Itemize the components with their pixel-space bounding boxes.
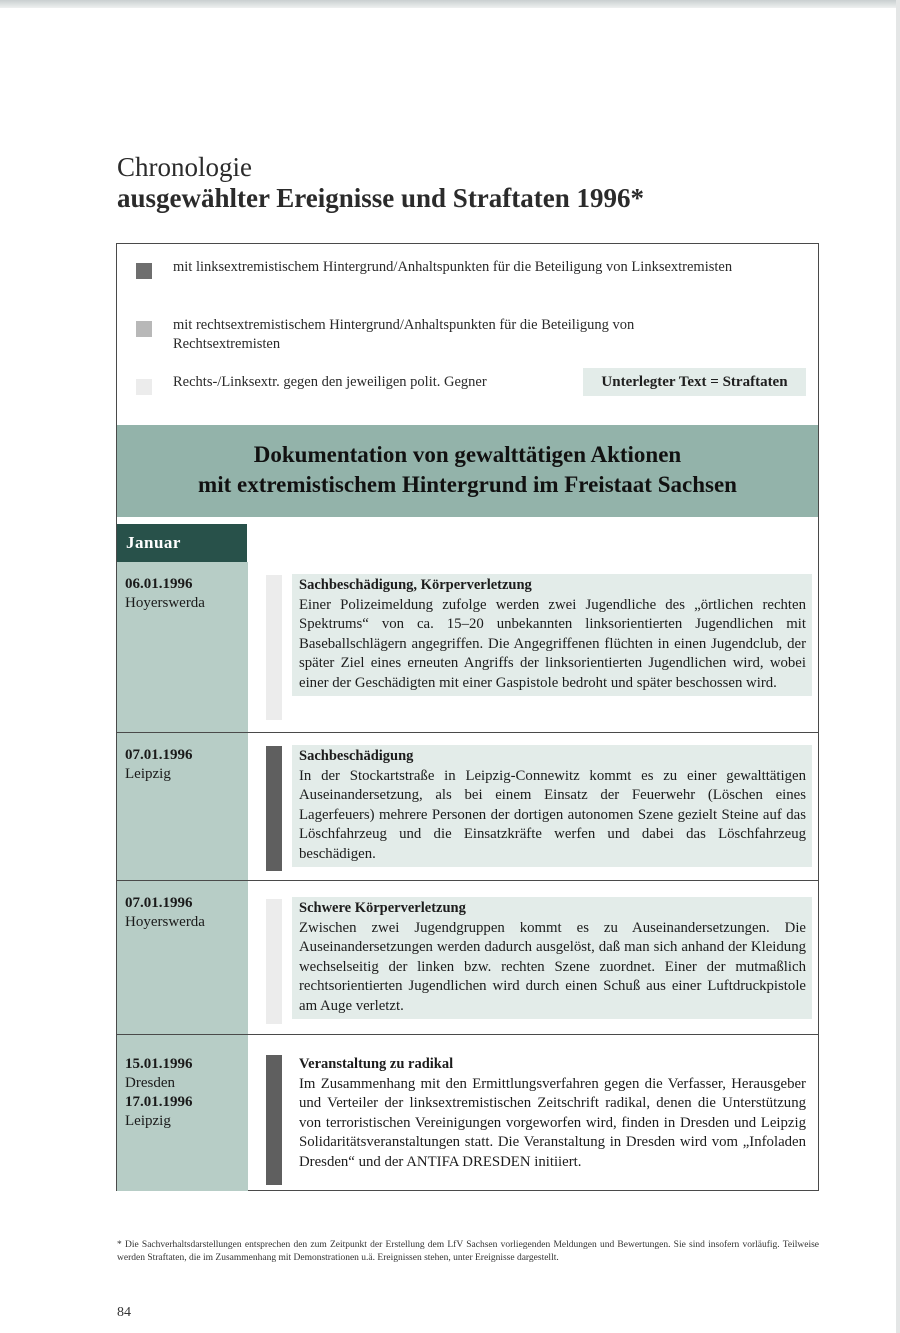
entry-description	[292, 745, 812, 867]
place: Hoyerswerda	[125, 914, 205, 930]
entry-row	[117, 562, 818, 732]
header-line-1: Dokumentation von gewalttätigen Aktionen	[253, 442, 682, 467]
scan-edge-top	[0, 0, 900, 8]
date: 15.01.1996	[125, 1056, 193, 1072]
place: Dresden	[125, 1075, 175, 1091]
entry-heading: Sachbeschädigung, Körperverletzung	[299, 577, 532, 593]
left-extremist-square-icon	[136, 263, 152, 279]
entry-text: Im Zusammenhang mit den Ermittlungsverfahren gegen die Verfasser, Herausgeber und Verteiler der linksextremistischen Zeitschrift radikal, denen die Unterstützung von terroristischen Vereinigungen vorgeworfen wird, finden in Dresden und Leipzig Solidaritätsveranstaltungen statt. Die Veranstaltung in Dresden wird vom „Infoladen Dresden“ und der ANTIFA DRESDEN initiiert.	[299, 1075, 806, 1170]
left-extremist-marker	[266, 1055, 282, 1185]
place: Hoyerswerda	[125, 595, 205, 611]
date: 07.01.1996	[125, 895, 193, 911]
entry-heading: Schwere Körperverletzung	[299, 900, 466, 916]
opponent-square-icon	[136, 379, 152, 395]
place: Leipzig	[125, 1113, 171, 1129]
footnote: * Die Sachverhaltsdarstellungen entsprechen den zum Zeitpunkt der Erstellung dem LfV Sachsen vorliegenden Meldungen und Bewertungen. Sie sind insofern vorläufig. Teilweise werden Straftaten, die im Zusammenhang mit Demonstrationen u.ä. Ereignissen stehen, unter Ereignisse dargestellt.	[117, 1240, 819, 1263]
entry-heading: Sachbeschädigung	[299, 748, 414, 764]
header-line-2: mit extremistischem Hintergrund im Freistaat Sachsen	[198, 472, 737, 497]
documentation-header	[117, 425, 818, 517]
entry-row	[117, 1034, 818, 1191]
right-extremist-square-icon	[136, 321, 152, 337]
date: 07.01.1996	[125, 747, 193, 763]
title-line-1: Chronologie	[117, 152, 252, 182]
entry-text: In der Stockartstraße in Leipzig-Connewitz kommt es zu einer gewalttätigen Auseinandersetzung, als bei einem Einsatz der Feuerwehr (Löschen eines Lagerfeuers) mehrere Personen der dortigen autonomen Szene gezielt Steine auf das Löschfahrzeug und die Einsatzkräfte werfen und dabei das Löschfahrzeug beschädigen.	[299, 767, 806, 862]
legend-left-text: mit linksextremistischem Hintergrund/Anhaltspunkten für die Beteiligung von Linksextremisten	[173, 259, 733, 275]
page-title	[117, 152, 644, 214]
entry-description	[292, 897, 812, 1019]
legend-opponent-text: Rechts-/Linksextr. gegen den jeweiligen polit. Gegner	[173, 374, 487, 390]
entry-row	[117, 732, 818, 881]
date: 17.01.1996	[125, 1094, 193, 1110]
entry-row	[117, 880, 818, 1035]
entry-date	[125, 575, 205, 613]
left-extremist-marker	[266, 746, 282, 871]
opponent-marker	[266, 899, 282, 1024]
entry-date	[125, 1055, 193, 1131]
entry-description	[292, 574, 812, 696]
date: 06.01.1996	[125, 576, 193, 592]
chronology-box	[116, 243, 819, 1191]
entry-text: Einer Polizeimeldung zufolge werden zwei Jugendliche des „örtlichen rechten Spektrums“ von ca. 15–20 unbekannten linksorientierten Jugendlichen mit Baseballschlägern angegriffen. Die Angegriffenen flüchten in einen Jugendclub, der später Ziel eines erneuten Angriffs der linksorientierten Jugendlichen wird, wobei einer der Geschädigten mit einer Gaspistole bedroht und später beschossen wird.	[299, 596, 806, 691]
entry-date	[125, 894, 205, 932]
entry-description	[292, 1053, 812, 1175]
month-label: Januar	[117, 524, 247, 562]
entry-text: Zwischen zwei Jugendgruppen kommt es zu Auseinandersetzungen. Die Auseinandersetzungen werden dadurch ausgelöst, daß man sich anhand der Kleidung wechselseitig der linken bzw. rechten Szene zuordnet. Einer der mutmaßlich rechtsorientierten Jugendlichen wird durch einen Schuß aus einer Luftdruckpistole am Auge verletzt.	[299, 919, 806, 1014]
title-line-2: ausgewählter Ereignisse und Straftaten 1996*	[117, 183, 645, 213]
entry-heading: Veranstaltung zu radikal	[299, 1056, 454, 1072]
underlay-note: Unterlegter Text = Straftaten	[583, 368, 806, 396]
entry-date	[125, 746, 193, 784]
place: Leipzig	[125, 766, 171, 782]
legend-right-text: mit rechtsextremistischem Hintergrund/Anhaltspunkten für die Beteiligung von Rechtsextremisten	[173, 317, 635, 352]
scan-edge-right	[896, 0, 900, 1333]
page-number: 84	[117, 1305, 131, 1320]
opponent-marker	[266, 575, 282, 720]
